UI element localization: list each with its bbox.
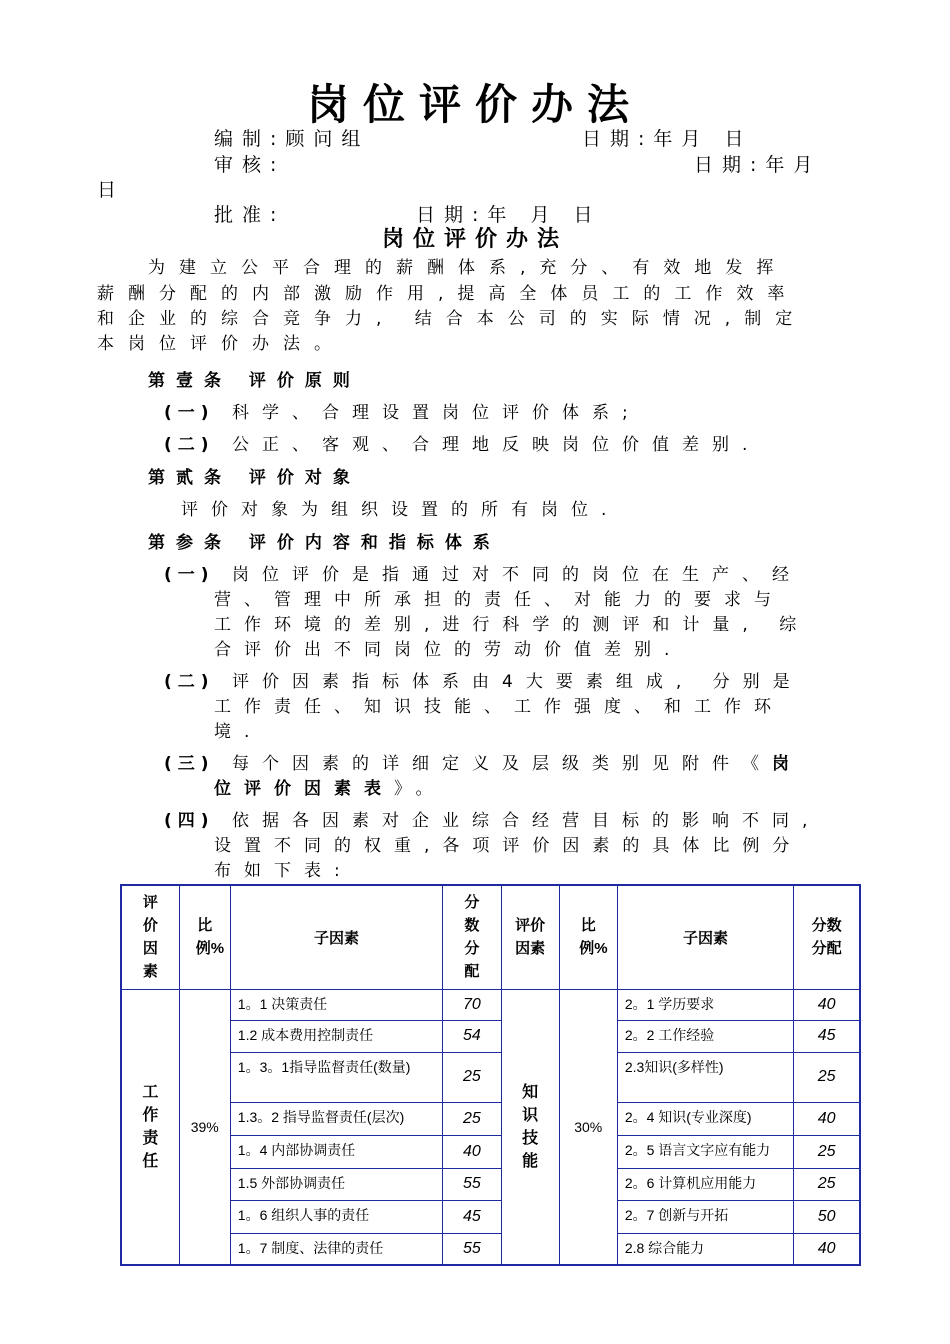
article-2-text: 评价对象为组织设置的所有岗位. — [181, 500, 620, 520]
article-3-item-3-line-1 — [232, 749, 802, 774]
item-3-tail: 》。 — [394, 779, 446, 799]
appendix-title: 位评价因素表 — [214, 779, 394, 799]
score-cell: 25 — [443, 1102, 501, 1135]
subfactor-cell: 2。7 创新与开拓 — [617, 1200, 793, 1233]
document-title: 岗位评价办法 — [306, 80, 643, 129]
subfactor-cell: 1。7 制度、法律的责任 — [230, 1233, 443, 1265]
section-title: 岗位评价办法 — [381, 227, 568, 252]
approved-by: 批准: — [214, 204, 286, 226]
reviewed-by: 审核: — [214, 154, 286, 176]
article-3-item-4-line-1: 依据各因素对企业综合经营目标的影响不同, — [232, 811, 821, 831]
header-factor-b: 评价因素 — [501, 885, 559, 989]
article-3-item-1-line-2: 营、管理中所承担的责任、对能力的要求与 — [214, 590, 784, 610]
header-subfactor-b: 子因素 — [617, 885, 793, 989]
article-3-item-2-line-2: 工作责任、知识技能、工作强度、和工作环 — [214, 697, 784, 717]
subfactor-cell: 2。4 知识(专业深度) — [617, 1102, 793, 1135]
table-header-row — [121, 885, 860, 989]
approved-date: 日期:年 月 日 — [416, 204, 602, 226]
subfactor-cell: 1.5 外部协调责任 — [230, 1168, 443, 1200]
intro-line-2: 薪酬分配的内部激励作用,提高全体员工的工作效率 — [97, 284, 799, 304]
score-cell: 40 — [794, 1233, 860, 1265]
reviewed-date-wrap: 日 — [97, 179, 126, 201]
score-cell: 40 — [794, 989, 860, 1020]
subfactor-cell: 1。1 决策责任 — [230, 989, 443, 1020]
table-row — [121, 1233, 860, 1265]
score-cell: 25 — [443, 1052, 501, 1102]
table-row — [121, 1102, 860, 1135]
table-row — [121, 1052, 860, 1102]
header-factor: 评价因素 — [121, 885, 179, 989]
ratio-knowledge-skill: 30% — [559, 989, 617, 1265]
score-cell: 25 — [794, 1135, 860, 1168]
article-1-item-1-text: 科学、合理设置岗位评价体系; — [232, 403, 641, 423]
article-3-item-1-number: (一) — [164, 565, 215, 585]
score-cell: 45 — [794, 1020, 860, 1052]
article-1-item-2-text: 公正、客观、合理地反映岗位价值差别. — [232, 435, 761, 455]
table-row — [121, 1168, 860, 1200]
article-3-item-3-number: (三) — [164, 754, 215, 774]
score-cell: 50 — [794, 1200, 860, 1233]
category-work-responsibility: 工作责任 — [121, 989, 179, 1265]
factor-weight-table — [120, 884, 861, 1266]
table-row — [121, 1135, 860, 1168]
article-3-item-4-number: (四) — [164, 811, 215, 831]
header-score-b: 分数分配 — [794, 885, 860, 989]
subfactor-cell: 1。4 内部协调责任 — [230, 1135, 443, 1168]
reviewed-date: 日期:年月 — [694, 154, 822, 176]
intro-line-4: 本岗位评价办法。 — [97, 334, 345, 354]
table-row — [121, 989, 860, 1020]
article-3-item-4-line-2: 设置不同的权重,各项评价因素的具体比例分 — [214, 836, 803, 856]
header-score: 分数分配 — [443, 885, 501, 989]
intro-line-1: 为建立公平合理的薪酬体系,充分、有效地发挥 — [148, 258, 788, 278]
subfactor-cell: 1。3。1指导监督责任(数量) — [230, 1052, 443, 1102]
subfactor-cell: 2。1 学历要求 — [617, 989, 793, 1020]
intro-line-3: 和企业的综合竞争力, 结合本公司的实际情况,制定 — [97, 309, 807, 329]
header-subfactor: 子因素 — [230, 885, 443, 989]
table-row — [121, 1020, 860, 1052]
ratio-work-responsibility: 39% — [179, 989, 230, 1265]
score-cell: 70 — [443, 989, 501, 1020]
score-cell: 55 — [443, 1233, 501, 1265]
article-3-item-3-line-2 — [214, 774, 446, 799]
subfactor-cell: 2。5 语言文字应有能力 — [617, 1135, 793, 1168]
article-3-item-2-line-1: 评价因素指标体系由4大要素组成, 分别是 — [232, 672, 803, 692]
subfactor-cell: 1.2 成本费用控制责任 — [230, 1020, 443, 1052]
subfactor-cell: 1。6 组织人事的责任 — [230, 1200, 443, 1233]
compiled-date: 日期:年月 日 — [582, 128, 753, 150]
subfactor-cell: 2。2 工作经验 — [617, 1020, 793, 1052]
header-ratio: 比例% — [179, 885, 230, 989]
article-3-item-4-line-3: 布如下表: — [214, 861, 353, 881]
article-3-item-1-line-3: 工作环境的差别,进行科学的测评和计量, 综 — [214, 615, 810, 635]
article-1-heading: 第壹条 评价原则 — [148, 371, 361, 391]
score-cell: 25 — [794, 1052, 860, 1102]
category-knowledge-skill: 知识技能 — [501, 989, 559, 1265]
article-3-heading: 第参条 评价内容和指标体系 — [148, 533, 501, 553]
compiled-by: 编制:顾问组 — [214, 128, 370, 150]
item-3-text: 每个因素的详细定义及层级类别见附件《 — [232, 754, 772, 774]
article-3-item-2-line-3: 境. — [214, 722, 263, 742]
article-1-item-1-number: (一) — [164, 403, 215, 423]
subfactor-cell: 1.3。2 指导监督责任(层次) — [230, 1102, 443, 1135]
score-cell: 54 — [443, 1020, 501, 1052]
article-1-item-2-number: (二) — [164, 435, 215, 455]
score-cell: 25 — [794, 1168, 860, 1200]
item-3-bold-start: 岗 — [772, 754, 802, 774]
score-cell: 45 — [443, 1200, 501, 1233]
subfactor-cell: 2。6 计算机应用能力 — [617, 1168, 793, 1200]
article-3-item-1-line-4: 合评价出不同岗位的劳动价值差别. — [214, 640, 683, 660]
subfactor-cell: 2.8 综合能力 — [617, 1233, 793, 1265]
article-2-heading: 第贰条 评价对象 — [148, 468, 361, 488]
score-cell: 55 — [443, 1168, 501, 1200]
subfactor-cell: 2.3知识(多样性) — [617, 1052, 793, 1102]
header-ratio-b: 比例% — [559, 885, 617, 989]
article-3-item-2-number: (二) — [164, 672, 215, 692]
table-row — [121, 1200, 860, 1233]
article-3-item-1-line-1: 岗位评价是指通过对不同的岗位在生产、经 — [232, 565, 802, 585]
score-cell: 40 — [794, 1102, 860, 1135]
score-cell: 40 — [443, 1135, 501, 1168]
